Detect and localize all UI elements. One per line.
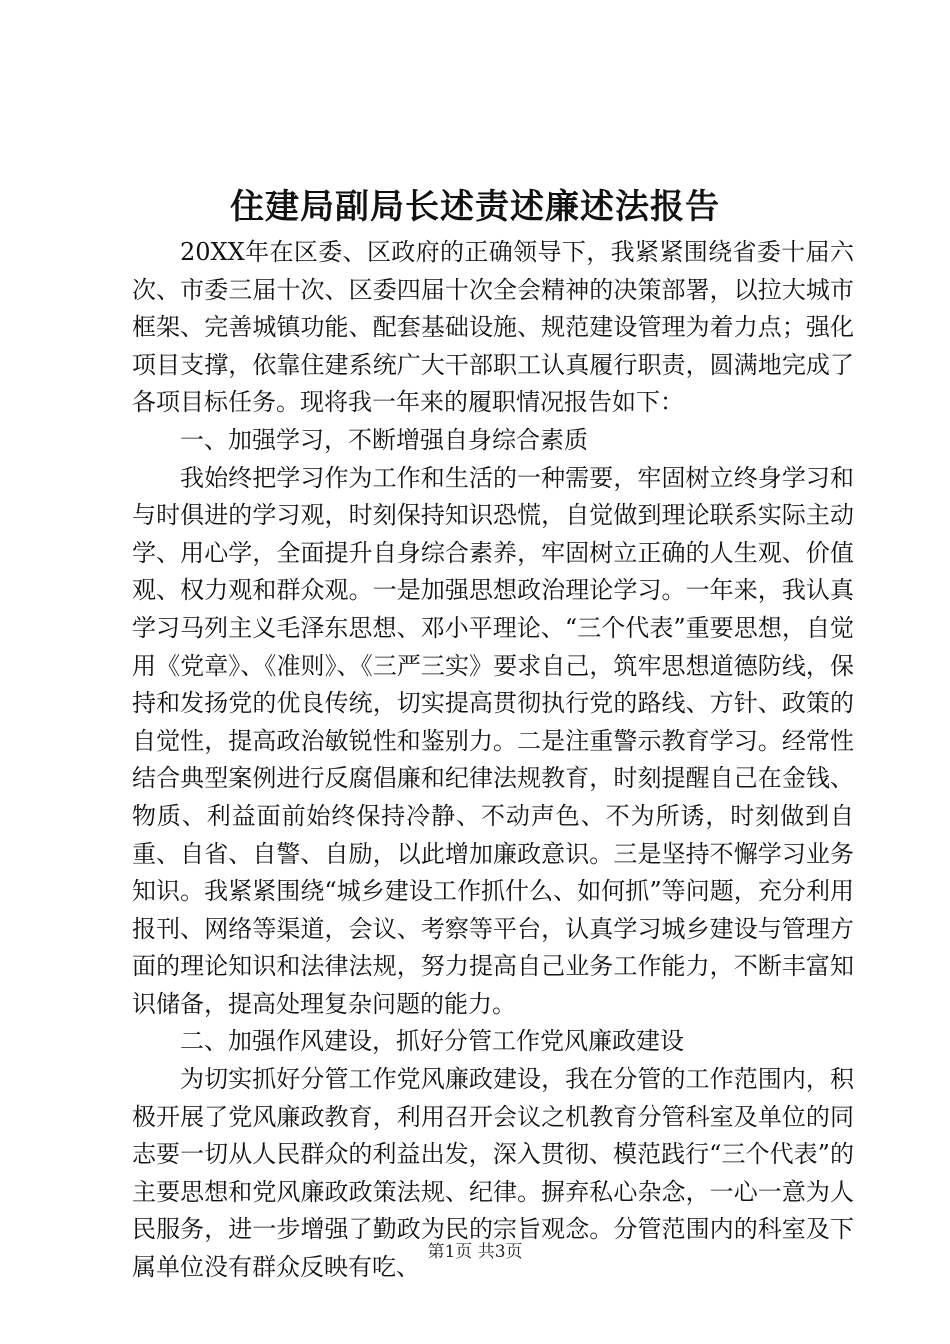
section-1-paragraph: 我始终把学习作为工作和生活的一种需要，牢固树立终身学习和与时俱进的学习观，时刻保持知识恐慌，自觉做到理论联系实际主动学、用心学，全面提升自身综合素养，牢固树立正确的人生观、价值观、权力观和群众观。一是加强思想政治理论学习。一年来，我认真学习马列主义毛泽东思想、邓小平理论、“三个代表”重要思想，自觉用《党章》、《准则》、《三严三实》要求自己，筑牢思想道德防线，保持和发扬党的优良传统，切实提高贯彻执行党的路线、方针、政策的自觉性，提高政治敏锐性和鉴别力。二是注重警示教育学习。经常性结合典型案例进行反腐倡廉和纪律法规教育，时刻提醒自己在金钱、物质、利益面前始终保持冷静、不动声色、不为所诱，时刻做到自重、自省、自警、自励，以此增加廉政意识。三是坚持不懈学习业务知识。我紧紧围绕“城乡建设工作抓什么、如何抓”等问题，充分利用报刊、网络等渠道，会议、考察等平台，认真学习城乡建设与管理方面的理论知识和法律法规，努力提高自己业务工作能力，不断丰富知识储备，提高处理复杂问题的能力。 [132,463,854,1018]
document-title: 住建局副局长述责述廉述法报告 [230,187,720,227]
section-heading-1: 一、加强学习，不断增强自身综合素质 [180,425,588,454]
page-indicator: 第1页 共3页 [427,1242,523,1262]
section-heading-2: 二、加强作风建设，抓好分管工作党风廉政建设 [180,1027,684,1056]
intro-paragraph: 20XX年在区委、区政府的正确领导下，我紧紧围绕省委十届六次、市委三届十次、区委四届十次全会精神的决策部署，以拉大城市框架、完善城镇功能、配套基础设施、规范建设管理为着力点；强化项目支撑，依靠住建系统广大干部职工认真履行职责，圆满地完成了各项目标任务。现将我一年来的履职情况报告如下： [132,238,854,417]
section-2-paragraph: 为切实抓好分管工作党风廉政建设，我在分管的工作范围内，积极开展了党风廉政教育，利用召开会议之机教育分管科室及单位的同志要一切从人民群众的利益出发，深入贯彻、模范践行“三个代表”的主要思想和党风廉政政策法规、纪律。摒弃私心杂念，一心一意为人民服务，进一步增强了勤政为民的宗旨观念。分管范围内的科室及下属单位没有群众反映有吃、 [132,1065,854,1282]
document-body [132,234,854,1287]
